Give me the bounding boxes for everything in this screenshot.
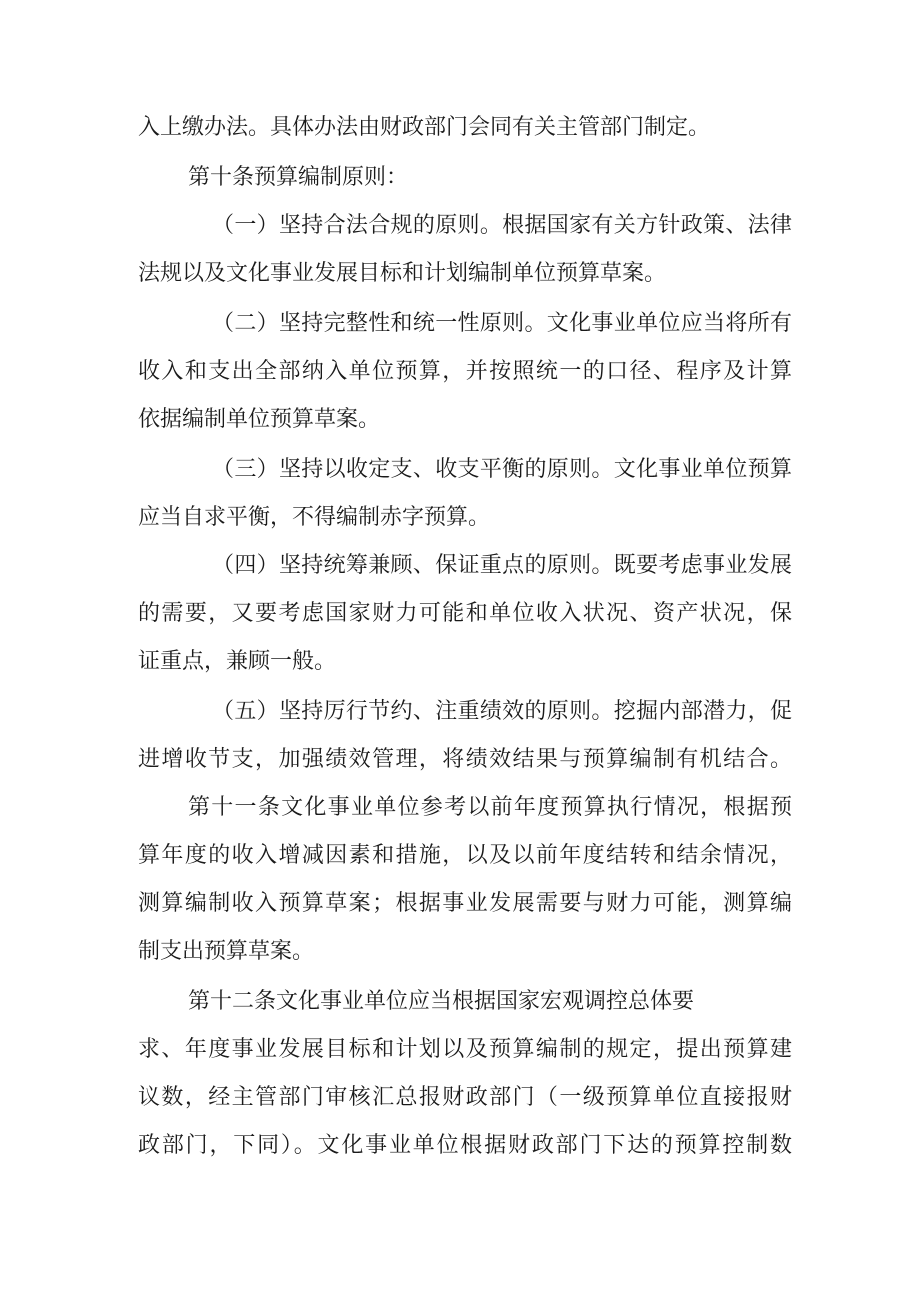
text-line: 证重点，兼顾一般。	[138, 649, 337, 674]
text-line: 进增收节支，加强绩效管理，将绩效结果与预算编制有机结合。	[138, 747, 792, 772]
text-line: 收入和支出全部纳入单位预算，并按照统一的口径、程序及计算	[138, 359, 792, 384]
text-line: 应当自求平衡，不得编制赤字预算。	[138, 505, 491, 530]
text-line: 入上缴办法。具体办法由财政部门会同有关主管部门制定。	[138, 115, 711, 140]
text-line: 测算编制收入预算草案；根据事业发展需要与财力可能，测算编	[138, 891, 792, 916]
article-heading: 第十条预算编制原则：	[188, 165, 409, 190]
text-line: 制支出预算草案。	[138, 939, 315, 964]
text-line: （二）坚持完整性和统一性原则。文化事业单位应当将所有	[212, 311, 792, 336]
text-line: （三）坚持以收定支、收支平衡的原则。文化事业单位预算	[212, 457, 792, 482]
text-line: 依据编制单位预算草案。	[138, 407, 381, 432]
text-line: （一）坚持合法合规的原则。根据国家有关方针政策、法律	[212, 213, 792, 238]
text-line: 算年度的收入增减因素和措施，以及以前年度结转和结余情况，	[138, 843, 792, 868]
text-line: 政部门，下同）。文化事业单位根据财政部门下达的预算控制数	[138, 1133, 792, 1158]
text-line: 议数，经主管部门审核汇总报财政部门（一级预算单位直接报财	[138, 1085, 792, 1110]
text-line: 求、年度事业发展目标和计划以及预算编制的规定，提出预算建	[138, 1037, 792, 1062]
text-line: （四）坚持统筹兼顾、保证重点的原则。既要考虑事业发展	[212, 553, 792, 578]
text-line: 的需要，又要考虑国家财力可能和单位收入状况、资产状况，保	[138, 601, 792, 626]
text-line: 第十二条文化事业单位应当根据国家宏观调控总体要	[188, 989, 695, 1014]
text-line: （五）坚持厉行节约、注重绩效的原则。挖掘内部潜力，促	[212, 699, 792, 724]
text-line: 法规以及文化事业发展目标和计划编制单位预算草案。	[138, 261, 667, 286]
text-line: 第十一条文化事业单位参考以前年度预算执行情况，根据预	[188, 795, 792, 820]
